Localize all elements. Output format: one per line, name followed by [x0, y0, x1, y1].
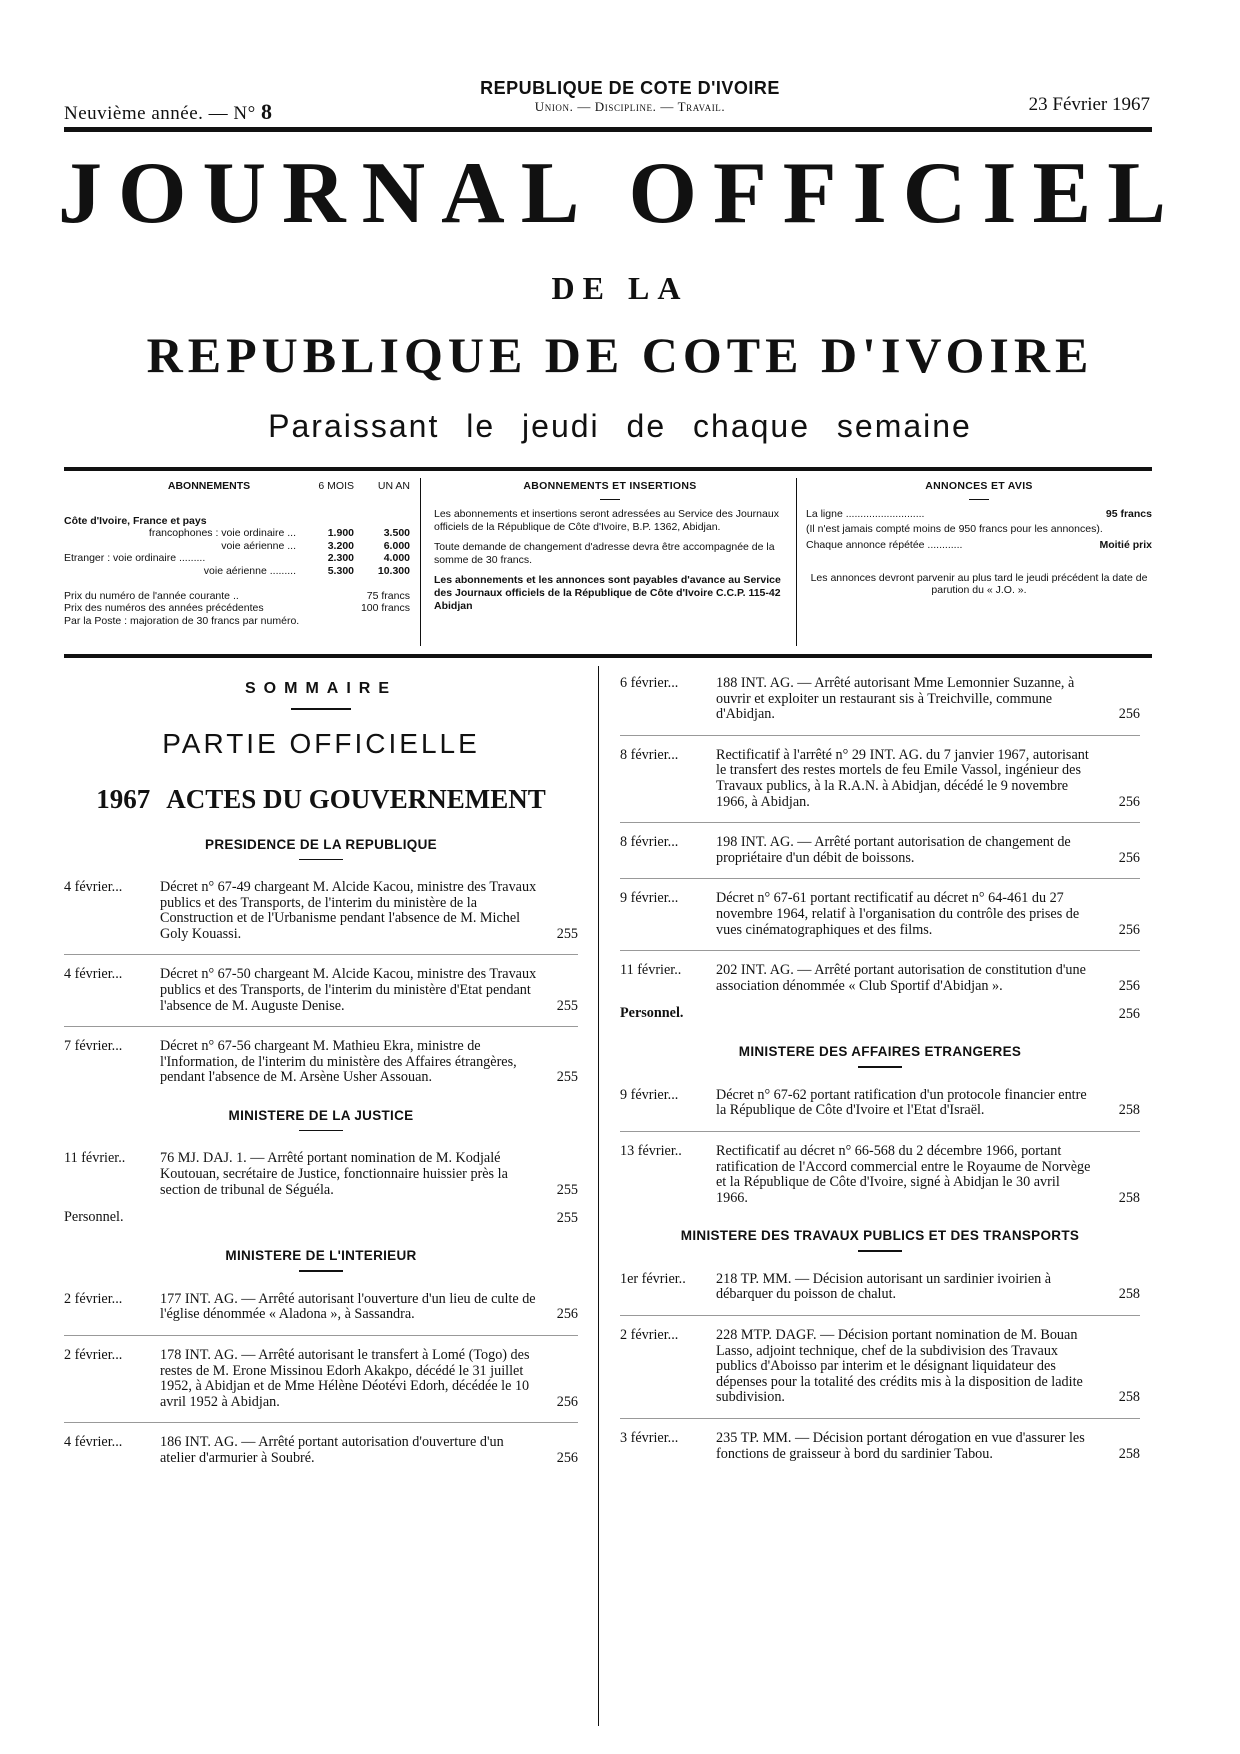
contents-left-column — [64, 680, 578, 1478]
country-name: REPUBLIQUE DE COTE D'IVOIRE — [480, 78, 780, 98]
subscriptions-title: ABONNEMENTS — [167, 480, 251, 492]
contents-title: SOMMAIRE — [245, 680, 397, 697]
contents-entry[interactable]: 3 février... 235 TP. MM. — Décision portant dérogation en vue d'assurer les fonctions de graisseur à bord du sardinier Tabou. 258 — [620, 1430, 1140, 1462]
bottom-box-rule — [64, 654, 1152, 658]
contents-entry[interactable]: Personnel. 255 — [64, 1209, 578, 1226]
national-motto: Union. — Discipline. — Travail. — [534, 99, 726, 114]
acts-heading — [64, 784, 578, 815]
contents-entry[interactable]: 4 février... 186 INT. AG. — Arrêté portant autorisation d'ouverture d'un atelier d'armurier à Soubré. 256 — [64, 1434, 578, 1466]
box-divider-2 — [796, 478, 797, 646]
price-line: Prix du numéro de l'année courante .. 75 francs — [64, 589, 410, 602]
insertions-box — [434, 480, 786, 612]
acts-title: ACTES DU GOUVERNEMENT — [166, 783, 546, 814]
contents-entry[interactable]: Personnel. 256 — [620, 1005, 1140, 1022]
subscriptions-intro: Côte d'Ivoire, France et pays — [64, 514, 207, 527]
contents-right-column — [620, 676, 1140, 1474]
publication-frequency: Paraissant le jeudi de chaque semaine — [268, 408, 972, 444]
contents-entry[interactable]: 6 février... 188 INT. AG. — Arrêté autorisant Mme Lemonnier Suzanne, à ouvrir et exploiter un restaurant sis à Treichville, commune d'Abidjan. 256 — [620, 675, 1140, 723]
contents-entry[interactable]: 2 février... 177 INT. AG. — Arrêté autorisant l'ouverture d'un lieu de culte de l'église dénommée « Aladona », à Sassandra. 256 — [64, 1290, 578, 1323]
contents-entry[interactable]: 7 février... Décret n° 67-56 chargeant M. Mathieu Ekra, ministre de l'Information, de l'interim du ministère des Affaires étrangères, pendant l'absence de M. Arsène Usher Assouan. 255 — [64, 1038, 578, 1086]
col-one-year: UN AN — [377, 480, 410, 492]
repeat-price-row: Chaque annonce répétée ............ Moitié prix — [806, 539, 1152, 552]
insertions-payment: Les abonnements et les annonces sont payables d'avance au Service des Journaux officiels de la République de Côte d'Ivoire C.C.P. 115-42 Abidjan — [434, 574, 781, 612]
price-line: Par la Poste : majoration de 30 francs par numéro. — [64, 614, 300, 627]
title-dash — [291, 708, 351, 710]
announcements-box — [806, 480, 1152, 597]
header-rule — [64, 127, 1152, 132]
deadline-note: Les annonces devront parvenir au plus tard le jeudi précédent la date de parution du « J.O. ». — [810, 571, 1148, 597]
contents-entry[interactable]: 2 février... 178 INT. AG. — Arrêté autorisant le transfert à Lomé (Togo) des restes de M. Erone Missinou Edorh Akakpo, décédé le 31 juillet 1952, à Abidjan et de Mme Hélène Déotévi Edorh, décédée le 10 avril 1952 à Abidjan. 256 — [64, 1346, 578, 1410]
contents-entry[interactable]: 2 février... 228 MTP. DAGF. — Décision portant nomination de M. Bouan Lasso, adjoint technique, chef de la subdivision des Travaux publics d'Aboisso par interim et le désignant liquidateur des dépenses pour la totalité des crédits mis à la disposition de ladite subdivision. 258 — [620, 1327, 1140, 1406]
rate-row: voie aérienne ... 3.200 6.000 — [221, 539, 410, 552]
journal-republic: REPUBLIQUE DE COTE D'IVOIRE — [146, 327, 1094, 383]
section-heading: MINISTERE DE L'INTERIEUR — [64, 1248, 578, 1272]
section-heading: MINISTERE DES TRAVAUX PUBLICS ET DES TRANSPORTS — [620, 1228, 1140, 1252]
issue-date: 23 Février 1967 — [1028, 94, 1150, 115]
insertions-title: ABONNEMENTS ET INSERTIONS — [523, 480, 697, 492]
rate-row: francophones : voie ordinaire ... 1.900 3.500 — [148, 527, 410, 540]
issue-number: Neuvième année. — N° 8 — [64, 99, 273, 124]
title-dash — [969, 499, 989, 501]
contents-entry[interactable]: 4 février... Décret n° 67-49 chargeant M. Alcide Kacou, ministre des Travaux publics et des Transports, de l'interim du ministère de la Construction et de l'Urbanisme pendant l'absence de M. Michel Goly Kouassi. 255 — [64, 879, 578, 942]
rate-row: voie aérienne ......... 5.300 10.300 — [203, 564, 410, 577]
col-six-months: 6 MOIS — [318, 480, 354, 492]
section-heading: MINISTERE DES AFFAIRES ETRANGERES — [620, 1044, 1140, 1068]
minimum-note: (Il n'est jamais compté moins de 950 francs pour les annonces). — [806, 522, 1103, 535]
box-divider-1 — [420, 478, 421, 646]
section-heading: MINISTERE DE LA JUSTICE — [64, 1108, 578, 1132]
top-box-rule — [64, 467, 1152, 471]
section-heading: PRESIDENCE DE LA REPUBLIQUE — [64, 837, 578, 861]
country-header — [460, 78, 800, 115]
contents-entry[interactable]: 11 février.. 202 INT. AG. — Arrêté portant autorisation de constitution d'une association dénommée « Club Sportif d'Abidjan ». 256 — [620, 962, 1140, 994]
insertions-address: Les abonnements et insertions seront adressées au Service des Journaux officiels de la République de Côte d'Ivoire, B.P. 1362, Abidjan. — [434, 508, 779, 533]
contents-entry[interactable]: 1er février.. 218 TP. MM. — Décision autorisant un sardinier ivoirien à débarquer du poisson de chalut. 258 — [620, 1270, 1140, 1303]
line-price-row: La ligne ........................... 95 francs — [806, 508, 1152, 521]
contents-entry[interactable]: 9 février... Décret n° 67-61 portant rectificatif au décret n° 64-461 du 27 novembre 1964, relatif à l'organisation du contrôle des prises de vues cinématographiques et des films. 256 — [620, 890, 1140, 938]
contents-entry[interactable]: 9 février... Décret n° 67-62 portant ratification d'un protocole financier entre la République de Côte d'Ivoire et l'Etat d'Israël. 258 — [620, 1086, 1140, 1119]
contents-entry[interactable]: 4 février... Décret n° 67-50 chargeant M. Alcide Kacou, ministre des Travaux publics et des Transports, de l'interim du ministère d'Etat pendant l'absence de M. Auguste Denise. 255 — [64, 966, 578, 1014]
announcements-title: ANNONCES ET AVIS — [925, 480, 1033, 492]
acts-year: 1967 — [96, 783, 151, 814]
contents-entry[interactable]: 8 février... 198 INT. AG. — Arrêté portant autorisation de changement de propriétaire d'un débit de boissons. 256 — [620, 834, 1140, 866]
contents-column-divider — [598, 666, 599, 1726]
contents-entry[interactable]: 8 février... Rectificatif à l'arrêté n° 29 INT. AG. du 7 janvier 1967, autorisant le transfert des restes mortels de feu Emile Vassol, ingénieur des Travaux publics, à la R.A.N. à Abidjan, décédé le 9 novembre 1966, à Abidjan. 256 — [620, 746, 1140, 810]
journal-of-the: DE LA — [551, 270, 689, 306]
contents-entry[interactable]: 13 février.. Rectificatif au décret n° 66-568 du 2 décembre 1966, portant ratification de l'Accord commercial entre le Royaume de Norvège et la République de Côte d'Ivoire, signé à Abidjan le 30 avril 1966. 258 — [620, 1143, 1140, 1206]
part-title: PARTIE OFFICIELLE — [162, 727, 480, 759]
journal-title: JOURNAL OFFICIEL — [58, 145, 1182, 242]
contents-entry[interactable]: 11 février.. 76 MJ. DAJ. 1. — Arrêté portant nomination de M. Kodjalé Koutouan, secrétaire de Justice, fonctionnaire huissier près la section de tribunal de Séguéla. 255 — [64, 1150, 578, 1198]
rate-row: Etranger : voie ordinaire ......... 2.300 4.000 — [64, 552, 410, 565]
subscriptions-box — [64, 480, 410, 627]
insertions-change: Toute demande de changement d'adresse devra être accompagnée de la somme de 30 francs. — [434, 541, 775, 566]
title-dash — [600, 499, 620, 501]
price-line: Prix des numéros des années précédentes 100 francs — [64, 602, 410, 615]
